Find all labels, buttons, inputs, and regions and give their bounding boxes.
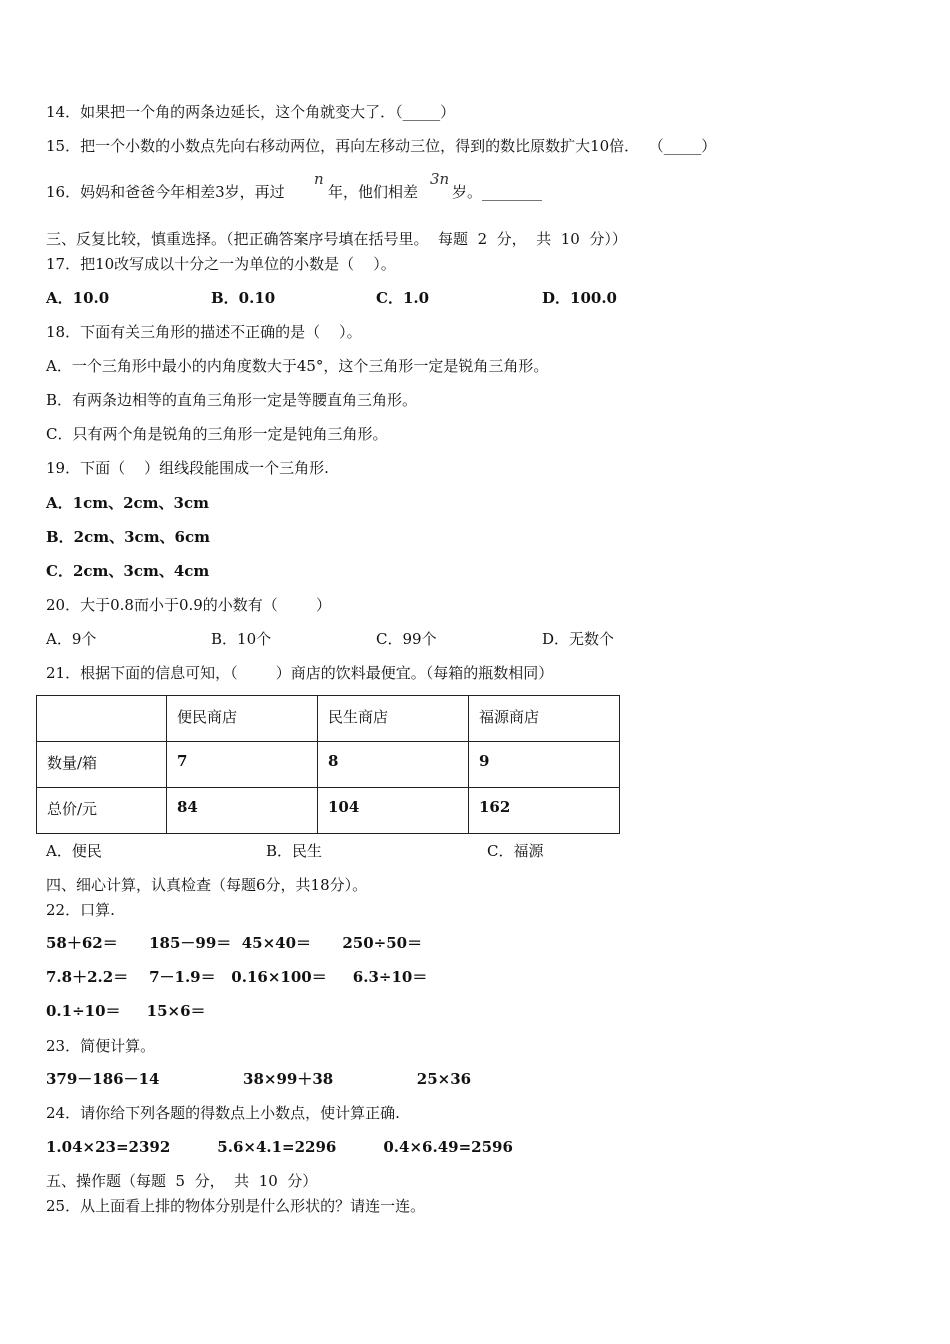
q20-option-b: B．10个 [211, 630, 272, 648]
table-cell: 福源商店 [469, 696, 620, 742]
question-16-part2: 年，他们相差 [328, 183, 419, 201]
q22-line-1: 58＋62＝ 185－99＝ 45×40＝ 250÷50＝ [46, 934, 423, 952]
table-header-row [37, 696, 620, 742]
question-17-stem: 17．把10改写成以十分之一为单位的小数是（ ）。 [46, 255, 396, 273]
table-cell: 84 [167, 788, 318, 834]
q17-option-b: B．0.10 [211, 289, 276, 307]
q21-option-b: B．民生 [266, 842, 323, 860]
question-25: 25．从上面看上排的物体分别是什么形状的？请连一连。 [46, 1197, 426, 1215]
question-16-n: n [314, 170, 324, 188]
table-cell: 8 [318, 742, 469, 788]
question-16-3n: 3n [430, 170, 450, 188]
table-cell: 104 [318, 788, 469, 834]
q23-line: 379－186－14 38×99＋38 25×36 [46, 1070, 472, 1088]
q20-option-c: C．99个 [376, 630, 437, 648]
table-cell: 9 [469, 742, 620, 788]
q19-option-a: A．1cm、2cm、3cm [46, 494, 209, 512]
table-row [37, 788, 620, 834]
question-14: 14．如果把一个角的两条边延长，这个角就变大了．（_____） [46, 103, 456, 121]
table-cell: 162 [469, 788, 620, 834]
question-21-stem: 21．根据下面的信息可知，（ ）商店的饮料最便宜。（每箱的瓶数相同） [46, 664, 554, 682]
q17-option-d: D．100.0 [542, 289, 617, 307]
question-16-part3: 岁。________ [452, 183, 543, 201]
q17-option-a: A．10.0 [46, 289, 110, 307]
q21-option-c: C．福源 [487, 842, 544, 860]
q18-option-b: B．有两条边相等的直角三角形一定是等腰直角三角形。 [46, 391, 418, 409]
question-18-stem: 18．下面有关三角形的描述不正确的是（ ）。 [46, 323, 362, 341]
table-cell: 总价/元 [37, 788, 167, 834]
question-23-stem: 23．简便计算。 [46, 1037, 156, 1055]
q20-option-d: D．无数个 [542, 630, 615, 648]
table-cell: 便民商店 [167, 696, 318, 742]
section-4-heading: 四、细心计算，认真检查（每题6分，共18分）。 [46, 876, 368, 894]
question-16-part1: 16．妈妈和爸爸今年相差3岁，再过 [46, 183, 285, 201]
section-3-heading: 三、反复比较，慎重选择。（把正确答案序号填在括号里。 每题 2 分， 共 10 分）） [46, 230, 627, 248]
table-cell: 数量/箱 [37, 742, 167, 788]
q24-line: 1.04×23=2392 5.6×4.1=2296 0.4×6.49=2596 [46, 1138, 513, 1156]
table-row [37, 742, 620, 788]
q20-option-a: A．9个 [46, 630, 97, 648]
table-cell: 7 [167, 742, 318, 788]
q18-option-a: A．一个三角形中最小的内角度数大于45°，这个三角形一定是锐角三角形。 [46, 357, 549, 375]
q22-line-3: 0.1÷10＝ 15×6＝ [46, 1002, 206, 1020]
section-5-heading: 五、操作题（每题 5 分， 共 10 分） [46, 1172, 318, 1190]
q18-option-c: C．只有两个角是锐角的三角形一定是钝角三角形。 [46, 425, 388, 443]
question-24-stem: 24．请你给下列各题的得数点上小数点，使计算正确. [46, 1104, 400, 1122]
q19-option-b: B．2cm、3cm、6cm [46, 528, 211, 546]
q22-line-2: 7.8＋2.2＝ 7－1.9＝ 0.16×100＝ 6.3÷10＝ [46, 968, 428, 986]
q19-option-c: C．2cm、3cm、4cm [46, 562, 210, 580]
table-cell: 民生商店 [318, 696, 469, 742]
store-price-table [36, 695, 620, 834]
table-cell [37, 696, 167, 742]
question-22-stem: 22．口算. [46, 901, 115, 919]
q17-option-c: C．1.0 [376, 289, 430, 307]
q21-option-a: A．便民 [46, 842, 102, 860]
question-15: 15．把一个小数的小数点先向右移动两位，再向左移动三位，得到的数比原数扩大10倍． （_____） [46, 137, 717, 155]
question-19-stem: 19．下面（ ）组线段能围成一个三角形. [46, 459, 329, 477]
question-20-stem: 20．大于0.8而小于0.9的小数有（ ） [46, 596, 331, 614]
